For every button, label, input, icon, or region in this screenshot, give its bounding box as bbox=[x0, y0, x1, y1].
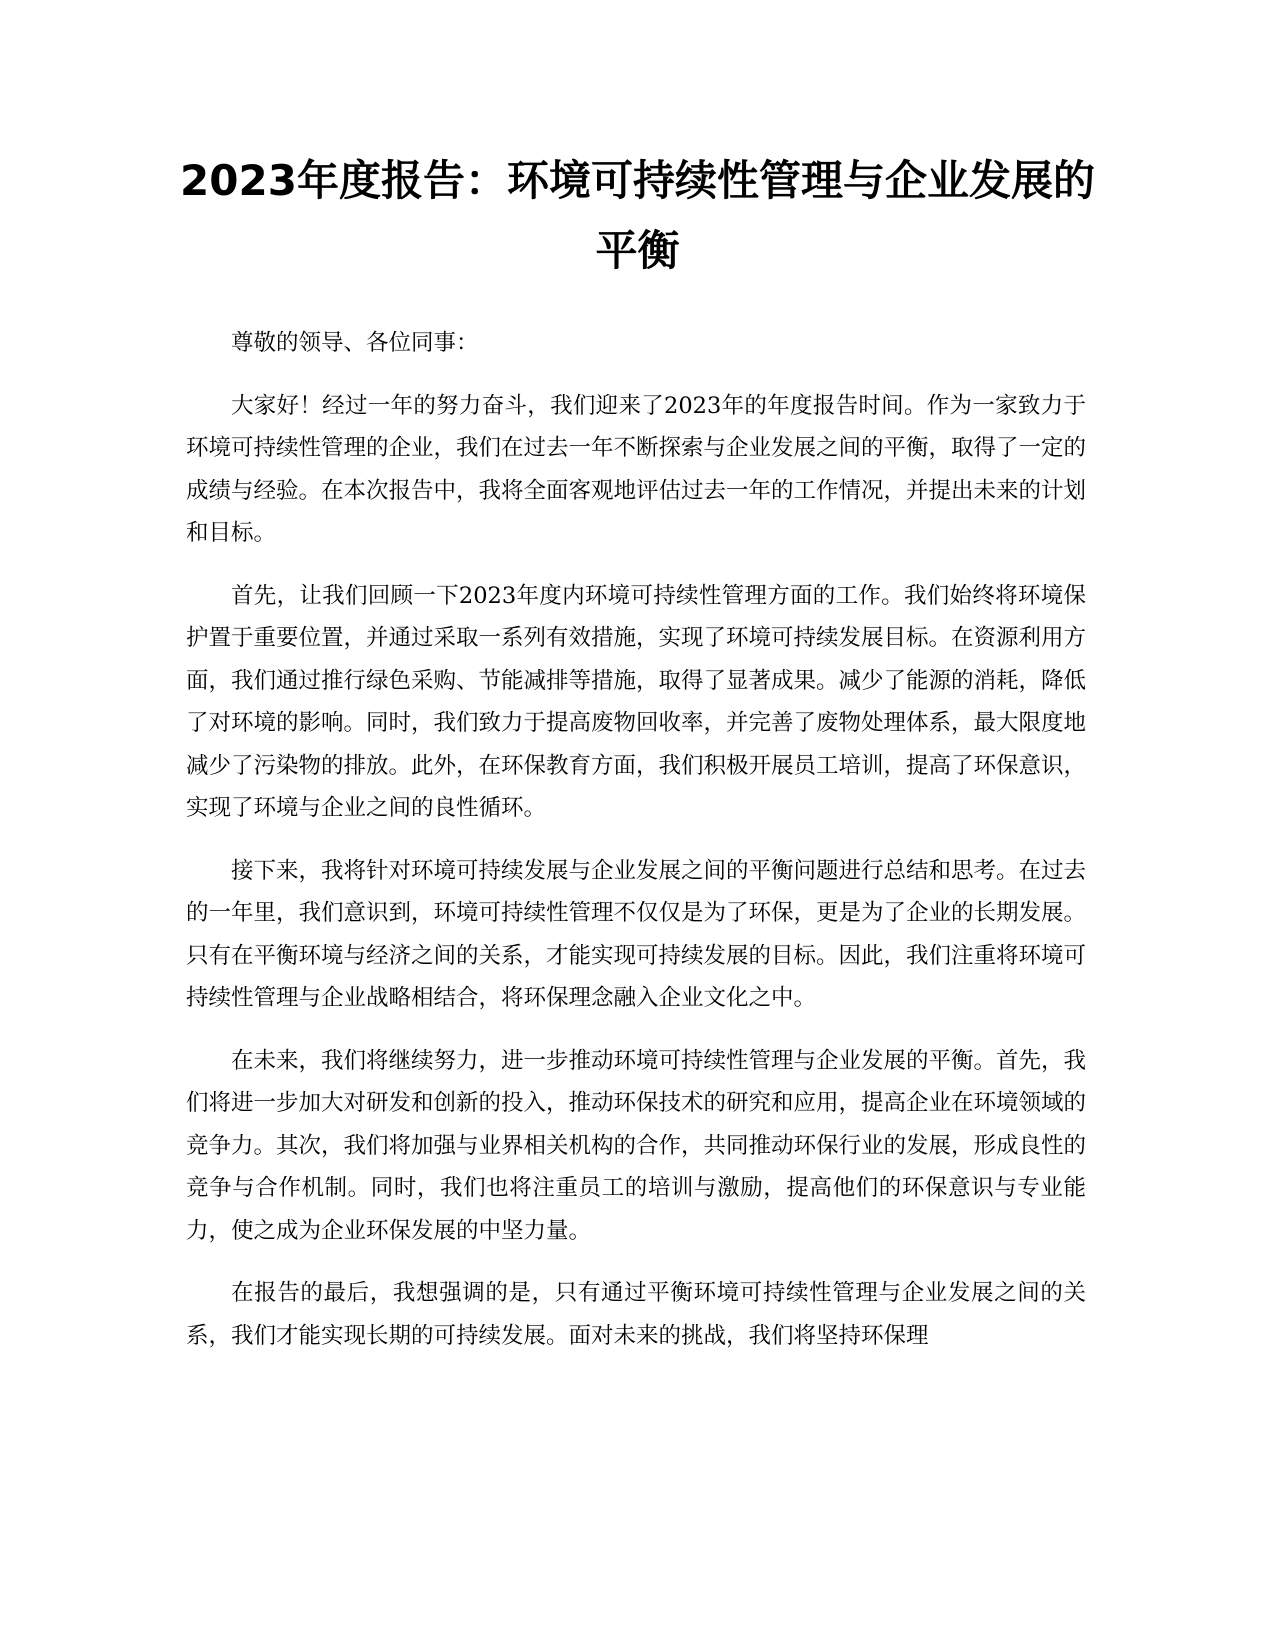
paragraph-3: 接下来，我将针对环境可持续发展与企业发展之间的平衡问题进行总结和思考。在过去的一年里，我们意识到，环境可持续性管理不仅仅是为了环保，更是为了企业的长期发展。只有在平衡环境与经济之间的关系，才能实现可持续发展的目标。因此，我们注重将环境可持续性管理与企业战略相结合，将环保理念融入企业文化之中。 bbox=[186, 857, 1087, 1011]
paragraph-2: 首先，让我们回顾一下2023年度内环境可持续性管理方面的工作。我们始终将环境保护置于重要位置，并通过采取一系列有效措施，实现了环境可持续发展目标。在资源利用方面，我们通过推行绿色采购、节能减排等措施，取得了显著成果。减少了能源的消耗，降低了对环境的影响。同时，我们致力于提高废物回收率，并完善了废物处理体系，最大限度地减少了污染物的排放。此外，在环保教育方面，我们积极开展员工培训，提高了环保意识，实现了环境与企业之间的良性循环。 bbox=[186, 582, 1087, 821]
paragraph-5: 在报告的最后，我想强调的是，只有通过平衡环境可持续性管理与企业发展之间的关系，我们才能实现长期的可持续发展。面对未来的挑战，我们将坚持环保理 bbox=[186, 1280, 1086, 1349]
salutation: 尊敬的领导、各位同事： bbox=[231, 330, 479, 356]
paragraph-1: 大家好！经过一年的努力奋斗，我们迎来了2023年的年度报告时间。作为一家致力于环境可持续性管理的企业，我们在过去一年不断探索与企业发展之间的平衡，取得了一定的成绩与经验。在本次报告中，我将全面客观地评估过去一年的工作情况，并提出未来的计划和目标。 bbox=[186, 392, 1087, 546]
document-title: 2023年度报告：环境可持续性管理与企业发展的平衡 bbox=[180, 156, 1095, 275]
document-body bbox=[186, 322, 1086, 1377]
paragraph-4: 在未来，我们将继续努力，进一步推动环境可持续性管理与企业发展的平衡。首先，我们将进一步加大对研发和创新的投入，推动环保技术的研究和应用，提高企业在环境领域的竞争力。其次，我们将加强与业界相关机构的合作，共同推动环保行业的发展，形成良性的竞争与合作机制。同时，我们也将注重员工的培训与激励，提高他们的环保意识与专业能力，使之成为企业环保发展的中坚力量。 bbox=[186, 1047, 1087, 1244]
